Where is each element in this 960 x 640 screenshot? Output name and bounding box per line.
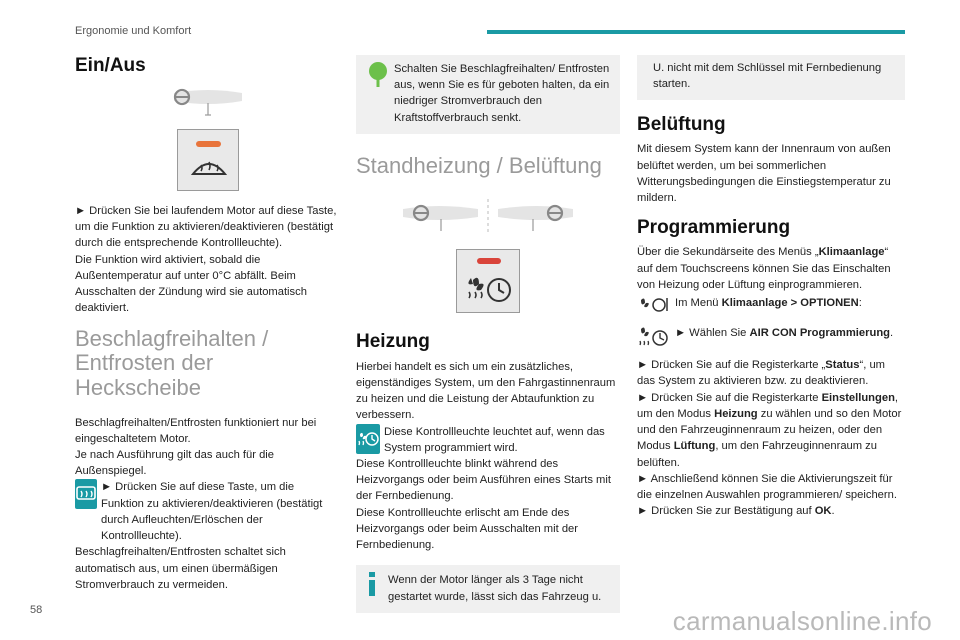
header-accent-bar — [487, 30, 905, 34]
status-step: ► Drücken Sie auf die Registerkarte „Status“, um das System zu aktivieren bzw. zu deaktivieren. — [637, 359, 885, 388]
heating-desc: Hierbei handelt es sich um ein zusätzliches, eigenständiges System, um den Fahrgastinnenraum zu heizen und die Leistung der Abtaufunktion zu verbessern. — [356, 360, 616, 422]
heading-on-off: Ein/Aus — [75, 55, 146, 76]
eco-note-text: Schalten Sie Beschlagfreihalten/ Entfrosten aus, wenn Sie es für geboten halten, da ein niedriger Stromverbrauch den Kraftstoffverbrauch senkt. — [394, 63, 610, 124]
info-note-continued — [637, 55, 905, 100]
lamp-off-text: Diese Kontrollleuchte erlischt am Ende des Heizvorgangs oder beim Ausschalten mit der Fernbedienung. — [356, 506, 578, 552]
auxiliary-heater-button — [456, 249, 520, 313]
heading-auxiliary: Standheizung / Belüftung — [356, 152, 602, 178]
info-note-cont-text: U. nicht mit dem Schlüssel mit Fernbedienung starten. — [653, 62, 882, 91]
lamp-blink-text: Diese Kontrollleuchte blinkt während des Heizvorgangs oder beim Ausführen eines Starts mit der Fernbedienung. — [356, 457, 611, 503]
confirm-step: ► Drücken Sie zur Bestätigung auf OK. — [637, 505, 835, 518]
eco-tree-icon — [366, 61, 390, 89]
rear-instruction: ► Drücken Sie auf diese Taste, um die Funktion zu aktivieren/deaktivieren (bestätigt durch Aufleuchten/Erlöschen der Kontrollleuchte). — [101, 481, 323, 543]
rear-defrost-icon — [75, 479, 97, 509]
indicator-lamp-red — [477, 258, 501, 264]
heading-heating: Heizung — [356, 330, 430, 352]
column-2 — [356, 55, 620, 613]
info-note-text: Wenn der Motor länger als 3 Tage nicht gestartet wurde, lässt sich das Fahrzeug u. — [388, 574, 602, 603]
running-header: Ergonomie und Komfort — [75, 25, 192, 37]
schedule-step: ► Anschließend können Sie die Aktivierungszeit für die einzelnen Auswahlen programmieren/ speichern. — [637, 472, 897, 501]
ventilation-desc: Mit diesem System kann der Innenraum von außen belüftet werden, um bei sommerlichen Witterungsbedingungen die Einstiegstemperatur zu mildern. — [637, 143, 891, 205]
indicator-lamp-orange — [196, 141, 221, 147]
heater-lamp-icon — [356, 424, 380, 454]
column-3 — [637, 55, 905, 519]
windscreen-defrost-button — [177, 129, 239, 191]
heading-rear-defrost: Beschlagfreihalten / Entfrosten der Heckscheibe — [75, 325, 269, 400]
rear-auto-off: Beschlagfreihalten/Entfrosten schaltet sich automatisch aus, um einen übermäßigen Stromverbrauch zu vermeiden. — [75, 546, 286, 591]
rear-engine-note: Beschlagfreihalten/Entfrosten funktioniert nur bei eingeschaltetem Motor. — [75, 416, 317, 445]
info-note — [356, 565, 620, 612]
mirror-steering-icon — [170, 87, 246, 121]
heater-timer-icon — [465, 272, 513, 308]
menu-step: Im Menü Klimaanlage > OPTIONEN: — [637, 295, 905, 317]
onoff-info: Die Funktion wird aktiviert, sobald die Außentemperatur auf unter 0°C abfällt. Beim Ausschalten der Zündung wird sie automatisch deaktiviert. — [75, 253, 307, 315]
eco-note — [356, 55, 620, 134]
climate-menu-icon — [637, 295, 671, 317]
page-number: 58 — [30, 604, 43, 616]
mirror-diagram — [75, 87, 340, 121]
programming-intro: Über die Sekundärseite des Menüs „Klimaanlage“ auf dem Touchscreens können Sie das Einschalten von Heizung oder Lüftung einprogrammieren. — [637, 246, 891, 291]
heading-programming: Programmierung — [637, 217, 791, 239]
watermark: carmanualsonline.info — [672, 606, 932, 636]
rear-mirrors-note: Je nach Ausführung gilt das auch für die Außenspiegel. — [75, 448, 275, 478]
select-step: ► Wählen Sie AIR CON Programmierung. — [637, 323, 905, 349]
heater-program-icon — [637, 323, 671, 349]
settings-step: ► Drücken Sie auf die Registerkarte Einstellungen, um den Modus Heizung zu wählen und so den Motor und den Fahrzeuginnenraum zu heizen, oder den Modus Lüftung, um den Fahrzeuginnenraum zu belüften. — [637, 391, 902, 469]
heading-ventilation: Belüftung — [637, 114, 726, 136]
dual-steering-icon — [403, 197, 573, 237]
onoff-instruction: ► Drücken Sie bei laufendem Motor auf diese Taste, um die Funktion zu aktivieren/deaktivieren (bestätigt durch die entsprechende Kontrollleuchte). — [75, 205, 337, 250]
front-defrost-icon — [191, 154, 227, 180]
info-icon — [366, 572, 378, 596]
dual-mirror-diagram — [356, 197, 620, 237]
column-1 — [75, 55, 340, 593]
lamp-on-text: Diese Kontrollleuchte leuchtet auf, wenn das System programmiert wird. — [384, 425, 605, 454]
